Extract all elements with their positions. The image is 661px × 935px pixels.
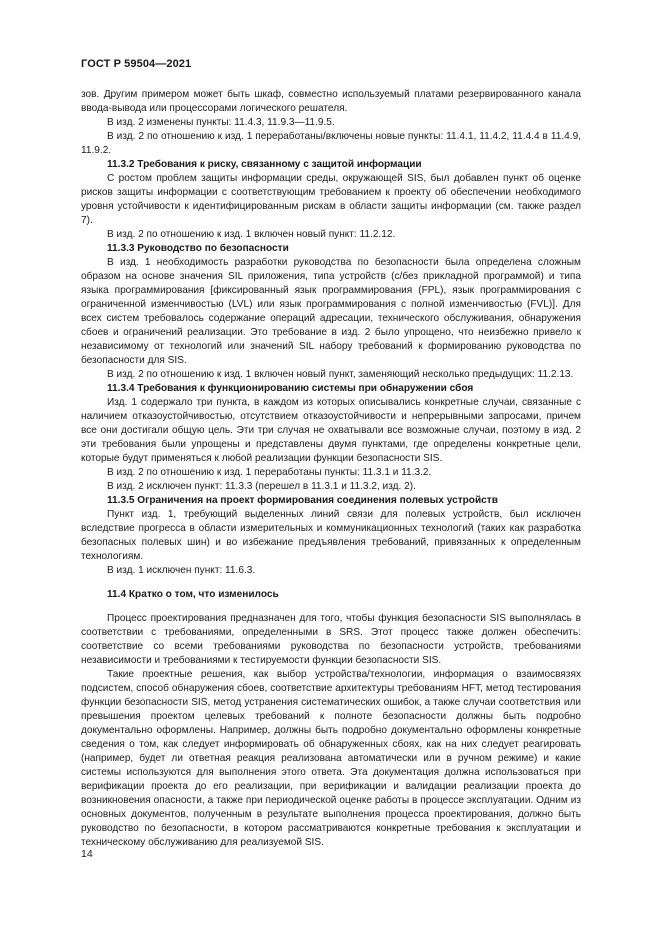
section-heading-11-4: 11.4 Кратко о том, что изменилось — [107, 589, 279, 600]
paragraph: зов. Другим примером может быть шкаф, совместно используемый платами резервированного канала ввода-вывода или процессорами логического решателя. — [81, 89, 581, 114]
paragraph: В изд. 2 исключен пункт: 11.3.3 (перешел в 11.3.1 и 11.3.2, изд. 2). — [107, 481, 416, 492]
section-heading-11-3-3: 11.3.3 Руководство по безопасности — [107, 243, 289, 254]
paragraph: В изд. 2 по отношению к изд. 1 включен новый пункт: 11.2.12. — [107, 229, 396, 240]
paragraph: В изд. 1 необходимость разработки руководства по безопасности была определена сложным образом на основе значения SIL приложения, типа устройств (с/без прикладной программой) и типа языка программирования [фиксированный язык программирования (FPL), язык программирования с ограниченной изменчивостью (LVL) или язык программирования с полной изменчивостью (FVL)]. Для всех систем требовалось содержание операций адресации, технического обслуживания, обнаружения сбоев и ограничений реализации. Это требование в изд. 2 было упрощено, что неизбежно привело к независимому от технологий или значений SIL набору требований к формированию руководства по безопасности для SIS. — [81, 257, 581, 366]
paragraph: Изд. 1 содержало три пункта, в каждом из которых описывались конкретные случаи, связанные с наличием отказоустойчивостью, отсутствием отказоустойчивости и непрерывными запросами, причем все они достигали общую цель. Эти три случая не охватывали все возможные случаи, поэтому в изд. 2 эти требования были упрощены и представлены двумя пунктами, где определены конкретные цели, которые будут применяться к любой реализации функции безопасности SIS. — [81, 397, 581, 464]
paragraph: В изд. 2 по отношению к изд. 1 переработаны пункты: 11.3.1 и 11.3.2. — [107, 467, 432, 478]
paragraph: С ростом проблем защиты информации среды, окружающей SIS, был добавлен пункт об оценке рисков защиты информации с соответствующим требованием к проекту об обеспечении необходимого уровня устойчивости к идентифицированным рискам в области защиты информации (см. также раздел 7). — [81, 173, 581, 226]
page-number: 14 — [81, 848, 93, 860]
paragraph: В изд. 2 по отношению к изд. 1 включен новый пункт, заменяющий несколько предыдущих: 11.2.13. — [107, 369, 574, 380]
page-content — [81, 88, 581, 850]
document-id: ГОСТ Р 59504—2021 — [81, 58, 192, 70]
paragraph: В изд. 2 изменены пункты: 11.4.3, 11.9.3—11.9.5. — [107, 117, 335, 128]
paragraph: Процесс проектирования предназначен для того, чтобы функция безопасности SIS выполнялась в соответствии с требованиями, определенными в SRS. Этот процесс также должен обеспечить: соответствие со всеми требованиями руководства по безопасности устройств, требованиями независимости и требованиями к тестируемости функции безопасности SIS. — [81, 613, 581, 666]
paragraph: Пункт изд. 1, требующий выделенных линий связи для полевых устройств, был исключен вследствие прогресса в области измерительных и коммуникационных технологий (таких как разработка безопасных полевых шин) и во избежание предъявления требований, привязанных к определенным технологиям. — [81, 509, 581, 562]
paragraph: Такие проектные решения, как выбор устройства/технологии, информация о взаимосвязях подсистем, способ обнаружения сбоев, соответствие архитектуры требованиям HFT, метод тестирования функции безопасности SIS, метод устранения систематических ошибок, а также случаи соответствия или превышения проектом целевых требований к полноте безопасности должны быть подробно документально оформлены. Например, должны быть подробно документально оформлены конкретные сведения о том, как следует информировать об обнаруженных сбоях, как на них следует реагировать (например, будет ли ответная реакция реализована автоматически или в ручном режиме) и какие системы используются для выполнения этого ответа. Эта документация должна использоваться при верификации проекта до его реализации, при верификации и валидации реализации проекта до возникновения опасности, а также при периодической оценке работы в процессе эксплуатации. Одним из основных документов, полученным в результате выполнения процесса проектирования, должно быть руководство по безопасности, в котором рассматриваются конкретные требования к эксплуатации и техническому обслуживанию для реализуемой SIS. — [81, 669, 581, 848]
paragraph: В изд. 2 по отношению к изд. 1 переработаны/включены новые пункты: 11.4.1, 11.4.2, 11.4.4 в 11.4.9, 11.9.2. — [81, 131, 581, 156]
paragraph: В изд. 1 исключен пункт: 11.6.3. — [107, 565, 256, 576]
section-heading-11-3-4: 11.3.4 Требования к функционированию системы при обнаружении сбоя — [107, 383, 474, 394]
section-heading-11-3-5: 11.3.5 Ограничения на проект формирования соединения полевых устройств — [107, 495, 498, 506]
section-heading-11-3-2: 11.3.2 Требования к риску, связанному с защитой информации — [107, 159, 422, 170]
